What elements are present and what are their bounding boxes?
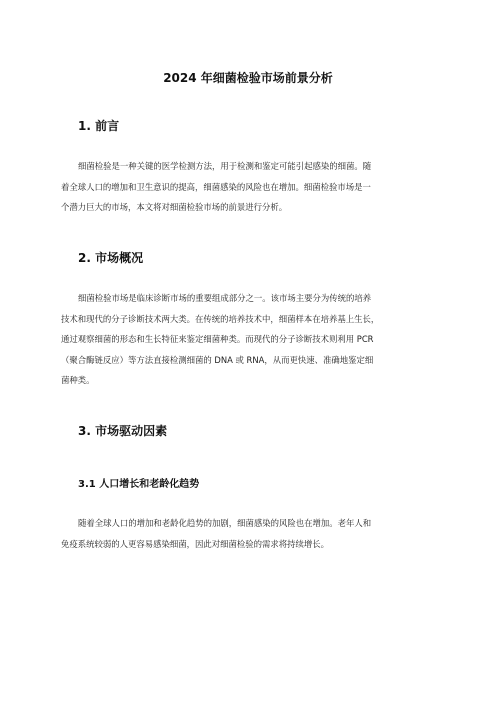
paragraph-line: 通过观察细菌的形态和生长特征来鉴定细菌种类。而现代的分子诊断技术则利用 PCR [61, 334, 374, 345]
section-paragraph-introduction [61, 156, 437, 218]
paragraph-line: 技术和现代的分子诊断技术两大类。在传统的培养技术中，细菌样本在培养基上生长， [61, 313, 380, 324]
paragraph-line: （聚合酶链反应）等方法直接检测细菌的 DNA 或 RNA，从而更快速、准确地鉴定细 [61, 354, 374, 365]
section-paragraph-market-overview [61, 288, 437, 391]
paragraph-line: 菌种类。 [61, 375, 95, 386]
document-title: 2024 年细菌检验市场前景分析 [163, 71, 333, 85]
paragraph-line: 个潜力巨大的市场，本文将对细菌检验市场的前景进行分析。 [61, 202, 288, 213]
paragraph-line: 着全球人口的增加和卫生意识的提高，细菌感染的风险也在增加。细菌检验市场是一 [61, 181, 371, 192]
paragraph-line: 细菌检验是一种关键的医学检测方法，用于检测和鉴定可能引起感染的细菌。随 [78, 161, 372, 171]
subsection-heading-population-aging: 3.1 人口增长和老龄化趋势 [78, 479, 200, 490]
section-heading-market-drivers: 3. 市场驱动因素 [78, 424, 168, 438]
section-heading-market-overview: 2. 市场概况 [78, 251, 144, 265]
section-heading-introduction: 1. 前言 [78, 119, 120, 133]
paragraph-line: 随着全球人口的增加和老龄化趋势的加剧，细菌感染的风险也在增加。老年人和 [78, 518, 372, 528]
subsection-paragraph-population-aging [61, 513, 437, 554]
paragraph-line: 免疫系统较弱的人更容易感染细菌，因此对细菌检验的需求将持续增长。 [61, 538, 329, 549]
paragraph-line: 细菌检验市场是临床诊断市场的重要组成部分之一。该市场主要分为传统的培养 [78, 293, 372, 303]
